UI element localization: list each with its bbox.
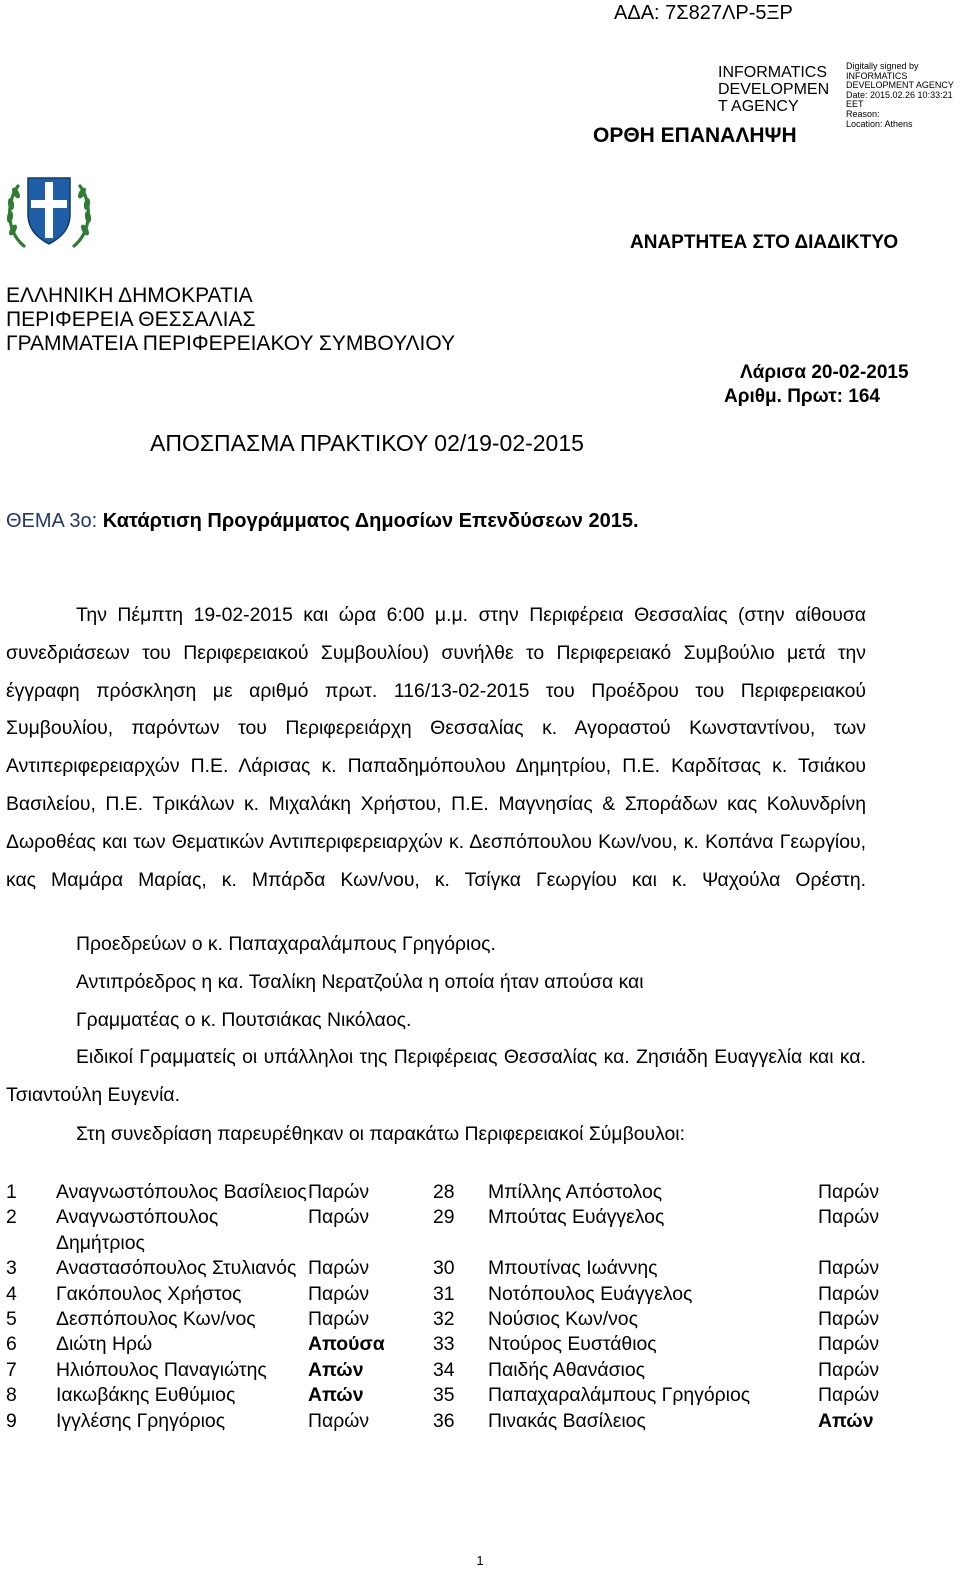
member-number: 7 xyxy=(6,1358,17,1381)
member-number: 35 xyxy=(433,1384,455,1407)
signature-line: EET xyxy=(846,99,864,110)
subject-label: ΘΕΜΑ 3ο: xyxy=(6,510,98,532)
signature-line: DEVELOPMENT AGENCY xyxy=(846,80,954,91)
member-number: 1 xyxy=(6,1181,17,1203)
member-number: 9 xyxy=(6,1409,17,1432)
table-row xyxy=(6,1282,906,1307)
attendance-table xyxy=(6,1180,906,1434)
special-secretaries-paragraph: Ειδικοί Γραμματείς οι υπάλληλοι της Περιφέρειας Θεσσαλίας κα. Ζησιάδη Ευαγγελία και κα. Τσιαντούλη Ευγενία. xyxy=(6,1046,866,1106)
table-row xyxy=(6,1205,906,1256)
member-status: Παρών xyxy=(308,1282,370,1305)
table-row xyxy=(6,1409,906,1434)
header-line: ΓΡΑΜΜΑΤΕΙΑ ΠΕΡΙΦΕΡΕΙΑΚΟΥ ΣΥΜΒΟΥΛΙΟΥ xyxy=(6,332,456,355)
header-line: ΕΛΛΗΝΙΚΗ ΔΗΜΟΚΡΑΤΙΑ xyxy=(6,284,253,307)
member-status: Παρών xyxy=(818,1308,880,1331)
member-name: Γακόπουλος Χρήστος xyxy=(56,1282,242,1305)
member-name: Αναστασόπουλος Στυλιανός xyxy=(56,1257,297,1280)
table-row xyxy=(6,1358,906,1383)
member-number: 8 xyxy=(6,1384,17,1407)
member-status: Παρών xyxy=(818,1333,880,1356)
signer-organization: INFORMATICS DEVELOPMEN T AGENCY xyxy=(718,64,830,115)
secretary-line: Γραμματέας ο κ. Πουτσιάκας Νικόλαος. xyxy=(76,1009,412,1031)
header-line: ΠΕΡΙΦΕΡΕΙΑ ΘΕΣΣΑΛΙΑΣ xyxy=(6,308,256,331)
member-status: Απούσα xyxy=(308,1333,385,1356)
member-status: Παρών xyxy=(818,1384,880,1407)
posted-online-label: ΑΝΑΡΤΗΤΕΑ ΣΤΟ ΔΙΑΔΙΚΤΥΟ xyxy=(630,232,899,253)
member-name: Νούσιος Κων/νος xyxy=(488,1308,638,1331)
member-name: Πινακάς Βασίλειος xyxy=(488,1409,646,1432)
member-status: Απών xyxy=(308,1358,364,1381)
member-number: 34 xyxy=(433,1358,455,1381)
member-status: Παρών xyxy=(308,1409,370,1432)
member-status: Απών xyxy=(308,1384,364,1407)
member-number: 33 xyxy=(433,1333,455,1356)
signature-line: Digitally signed by xyxy=(846,61,919,71)
signature-line: Reason: xyxy=(846,108,880,119)
attendees-intro: Στη συνεδρίαση παρευρέθηκαν οι παρακάτω Περιφερειακοί Σύμβουλοι: xyxy=(76,1123,686,1145)
member-status: Παρών xyxy=(308,1206,370,1229)
digital-signature-block xyxy=(846,62,960,129)
member-name: Αναγνωστόπουλος Βασίλειος xyxy=(56,1181,307,1203)
member-number: 3 xyxy=(6,1257,17,1280)
member-name: Παιδής Αθανάσιος xyxy=(488,1358,645,1381)
member-name: Νοτόπουλος Ευάγγελος xyxy=(488,1282,693,1305)
member-name: Μπίλλης Απόστολος xyxy=(488,1181,663,1203)
member-number: 2 xyxy=(6,1206,17,1229)
member-name: Μπουτίνας Ιωάννης xyxy=(488,1257,658,1280)
member-name: Ιγγλέσης Γρηγόριος xyxy=(56,1409,226,1432)
meeting-paragraph: Την Πέμπτη 19-02-2015 και ώρα 6:00 μ.μ. στην Περιφέρεια Θεσσαλίας (στην αίθουσα συνεδριάσεων του Περιφερειακού Συμβουλίου) συνήλθε το Περιφερειακό Συμβούλιο μετά την έγγραφη πρόσκληση με αριθμό πρωτ. 116/13-02-2015 του Προέδρου του Περιφερειακού Συμβουλίου, παρόντων του Περιφερειάρχη Θεσσαλίας κ. Αγοραστού Κωνσταντίνου, των Αντιπεριφερειαρχών Π.Ε. Λάρισας κ. Παπαδημόπουλου Δημητρίου, Π.Ε. Καρδίτσας κ. Τσιάκου Βασιλείου, Π.Ε. Τρικάλων κ. Μιχαλάκη Χρήστου, Π.Ε. Μαγνησίας & Σποράδων κας Κολυνδρίνη Δωροθέας και των Θεματικών Αντιπεριφερειαρχών κ. Δεσπόπουλου Κων/νου, κ. Κοπάνα Γεωργίου, κας Μαμάρα Μαρίας, κ. Μπάρδα Κων/νου, κ. Τσίγκα Γεωργίου και κ. Ψαχούλα Ορέστη. xyxy=(6,604,866,891)
member-number: 32 xyxy=(433,1308,455,1331)
table-row xyxy=(6,1332,906,1357)
signature-line: Location: Athens xyxy=(846,118,913,129)
corrected-repeat-label: ΟΡΘΗ ΕΠΑΝΑΛΗΨΗ xyxy=(593,124,797,147)
member-name: Παπαχαραλάμπους Γρηγόριος xyxy=(488,1384,751,1407)
member-status: Απών xyxy=(818,1409,874,1432)
member-name: Μπούτας Ευάγγελος xyxy=(488,1206,665,1229)
signature-line: INFORMATICS xyxy=(846,70,908,81)
document-title: ΑΠΟΣΠΑΣΜΑ ΠΡΑΚΤΙΚΟΥ 02/19-02-2015 xyxy=(150,430,584,456)
greek-coat-of-arms-icon xyxy=(4,172,94,254)
member-status: Παρών xyxy=(818,1181,880,1203)
member-status: Παρών xyxy=(308,1181,370,1203)
member-number: 36 xyxy=(433,1409,455,1432)
table-row xyxy=(6,1180,906,1205)
protocol-number: Αριθμ. Πρωτ: 164 xyxy=(724,386,880,407)
member-number: 30 xyxy=(433,1257,455,1280)
member-status: Παρών xyxy=(818,1257,880,1280)
subject-line xyxy=(6,510,639,533)
member-name: Ντούρος Ευστάθιος xyxy=(488,1333,657,1356)
member-number: 31 xyxy=(433,1282,455,1305)
chair-line: Προεδρεύων ο κ. Παπαχαραλάμπους Γρηγόριος. xyxy=(76,933,496,955)
member-name: Διώτη Ηρώ xyxy=(56,1333,153,1356)
member-number: 4 xyxy=(6,1282,17,1305)
table-row xyxy=(6,1383,906,1408)
member-number: 6 xyxy=(6,1333,17,1356)
place-date: Λάρισα 20-02-2015 xyxy=(740,362,909,383)
page-number: 1 xyxy=(476,1553,484,1568)
table-row xyxy=(6,1256,906,1281)
member-number: 28 xyxy=(433,1181,455,1203)
member-status: Παρών xyxy=(308,1308,370,1331)
attendance-table-body xyxy=(6,1180,906,1434)
member-name: Ιακωβάκης Ευθύμιος xyxy=(56,1384,236,1407)
issuer-header xyxy=(6,284,455,356)
member-name: Αναγνωστόπουλος Δημήτριος xyxy=(56,1206,219,1254)
member-status: Παρών xyxy=(818,1282,880,1305)
table-row xyxy=(6,1307,906,1332)
member-number: 5 xyxy=(6,1308,17,1331)
ada-code: ΑΔΑ: 7Σ827ΛΡ-5ΞΡ xyxy=(614,2,793,24)
member-status: Παρών xyxy=(308,1257,370,1280)
member-name: Δεσπόπουλος Κων/νος xyxy=(56,1308,256,1331)
member-status: Παρών xyxy=(818,1358,880,1381)
vice-chair-line: Αντιπρόεδρος η κα. Τσαλίκη Νερατζούλα η οποία ήταν απούσα και xyxy=(76,971,644,993)
member-name: Ηλιόπουλος Παναγιώτης xyxy=(56,1358,267,1381)
member-status: Παρών xyxy=(818,1206,880,1229)
signature-line: Date: 2015.02.26 10:33:21 xyxy=(846,89,953,100)
member-number: 29 xyxy=(433,1206,455,1229)
subject-title: Κατάρτιση Προγράμματος Δημοσίων Επενδύσεων 2015. xyxy=(102,510,639,532)
